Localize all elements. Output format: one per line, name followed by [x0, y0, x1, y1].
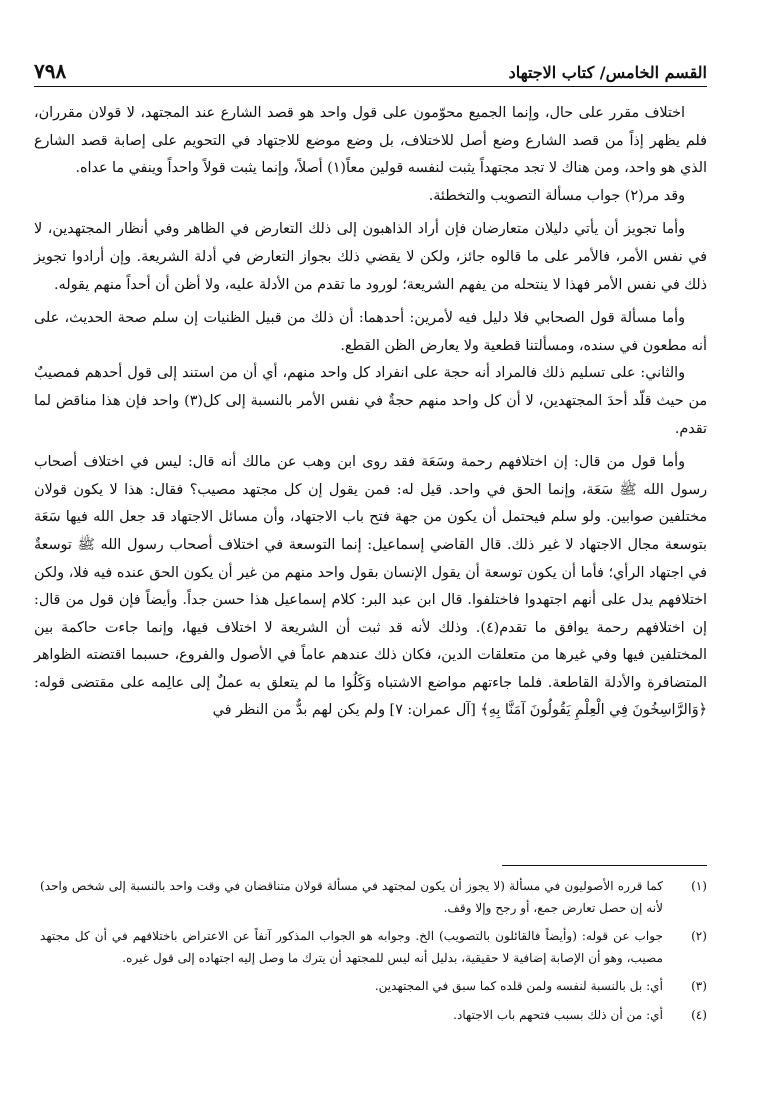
paragraph: وقد مر(٢) جواب مسألة التصويب والتخطئة.: [428, 187, 685, 204]
paragraph: وأما قول من قال: إن اختلافهم رحمة وسَعَة فقد روى ابن وهب عن مالك أنه قال: ليس في اختلاف أصحاب رسول الله ﷺ سَعَة، وإنما الحق في واحد. قيل له: فمن يقول إن كل مجتهد مصيب؟ فقال: هذا لا يكون قولان مختلفين صوابين. ولو سلم فيحتمل أن يكون من جهة فتح باب الاجتهاد، وأن مسائل الاجتهاد قد جعل الله فيها سَعَة بتوسعة مجال الاجتهاد لا غير ذلك. قال القاضي إسماعيل: إنما التوسعة في اختلاف أصحاب رسول الله ﷺ توسعةٌ في اجتهاد الرأي؛ فأما أن يكون توسعة أن يقول الإنسان بقول واحد منهم من غير أن يكون الحق عنده فيه فلا، ولكن اختلافهم يدل على أنهم اجتهدوا فاختلفوا. قال ابن عبد البر: كلام إسماعيل هذا حسن جداً. وأيضاً فإن قول من قال: إن اختلافهم رحمة يوافق ما تقدم(٤). وذلك لأنه قد ثبت أن الشريعة لا اختلاف فيها، وإنما جاءت حاكمة بين المختلفين فيها وفي غيرها من متعلقات الدين، فكان ذلك عندهم عاماً في الأصول والفروع، حسبما اقتضته الظواهر المتضافرة والأدلة القاطعة. فلما جاءتهم مواضع الاشتباه وَكَلُوا ما لم يتعلق به عملٌ إلى عالِمه على مقتضى قوله: ﴿وَالرَّاسِخُونَ فِي الْعِلْمِ يَقُولُونَ آمَنَّا بِهِ﴾ [آل عمران: ٧] ولم يكن لهم بدٌّ من النظر في: [34, 454, 707, 719]
paragraph: والثاني: على تسليم ذلك فالمراد أنه حجة على انفراد كل واحد منهم، أي أن من استند إلى قول أحدهم فمصيبٌ من حيث قلّد أحدَ المجتهدين، لا أن كل واحد منهم حجةٌ في نفس الأمر بالنسبة إلى كل(٣) واحد فإن هذا مناقض لما تقدم.: [34, 365, 707, 437]
footnotes: [40, 876, 707, 1033]
footnote-number: (٤): [691, 1007, 707, 1022]
footnote-number: (٣): [691, 979, 707, 993]
footnote-text: كما قرره الأصوليون في مسألة (لا يجوز أن يكون لمجتهد في مسألة قولان متناقضان في وقت واحد بالنسبة إلى شخص واحد) لأنه إن حصل تعارض جمع، أو رجح وإلا وقف.: [40, 879, 663, 915]
footnote: [40, 976, 707, 998]
page-number: ٧٩٨: [34, 59, 67, 83]
footnote-number: (٢): [691, 929, 707, 943]
main-text: [34, 100, 707, 725]
paragraph: وأما مسألة قول الصحابي فلا دليل فيه لأمرين: أحدهما: أن ذلك من قبيل الظنيات إن سلم صحة الحديث، على أنه مطعون في سنده، ومسألتنا قطعية ولا يعارض الظن القطع.: [34, 310, 707, 354]
footnote: [40, 876, 707, 919]
footnote-text: أي: بل بالنسبة لنفسه ولمن قلده كما سبق في المجتهدين.: [374, 979, 663, 993]
footnote-number: (١): [691, 879, 707, 893]
page-header: [34, 56, 707, 87]
footnote-text: أي: من أن ذلك بسبب فتحهم باب الاجتهاد.: [453, 1007, 663, 1022]
paragraph: وأما تجويز أن يأتي دليلان متعارضان فإن أراد الذاهبون إلى ذلك التعارض في الظاهر وفي أنظار المجتهدين، لا في نفس الأمر، فالأمر على ما قالوه جائز، ولكن لا يقضي ذلك بجواز التعارض في أدلة الشريعة. وإن أرادوا تجويز ذلك في نفس الأمر فهذا لا ينتحله من يفهم الشريعة؛ لورود ما تقدم من الأدلة عليه، ولا أظن أن أحداً منهم يقوله.: [34, 221, 707, 293]
footnote-text: جواب عن قوله: (وأيضاً فالقائلون بالتصويب) الخ. وجوابه هو الجواب المذكور آنفاً عن الاعتراض باختلافهم في أن كل مجتهد مصيب، وهو أن الإصابة إضافية لا حقيقية، بدليل أنه ليس للمجتهد أن يترك ما وصل إليه اجتهاده إلى قول غيره.: [40, 929, 663, 965]
footnote: [40, 1005, 707, 1027]
running-title: القسم الخامس/ كتاب الاجتهاد: [508, 63, 707, 82]
paragraph: اختلاف مقرر على حال، وإنما الجميع محوّمون على قول واحد هو قصد الشارع عند المجتهد، لا قولان مقرران، فلم يظهر إذاً من قصد الشارع وضع أصل للاختلاف، بل وضع موضع للاجتهاد في التحويم على إصابة قصد الشارع الذي هو واحد، ومن هناك لا تجد مجتهداً يثبت لنفسه قولين معاً(١) أصلاً، وإنما يثبت قولاً واحداً وينفي ما عداه.: [34, 105, 707, 177]
footnote-divider: [502, 865, 707, 866]
footnote: [40, 926, 707, 969]
